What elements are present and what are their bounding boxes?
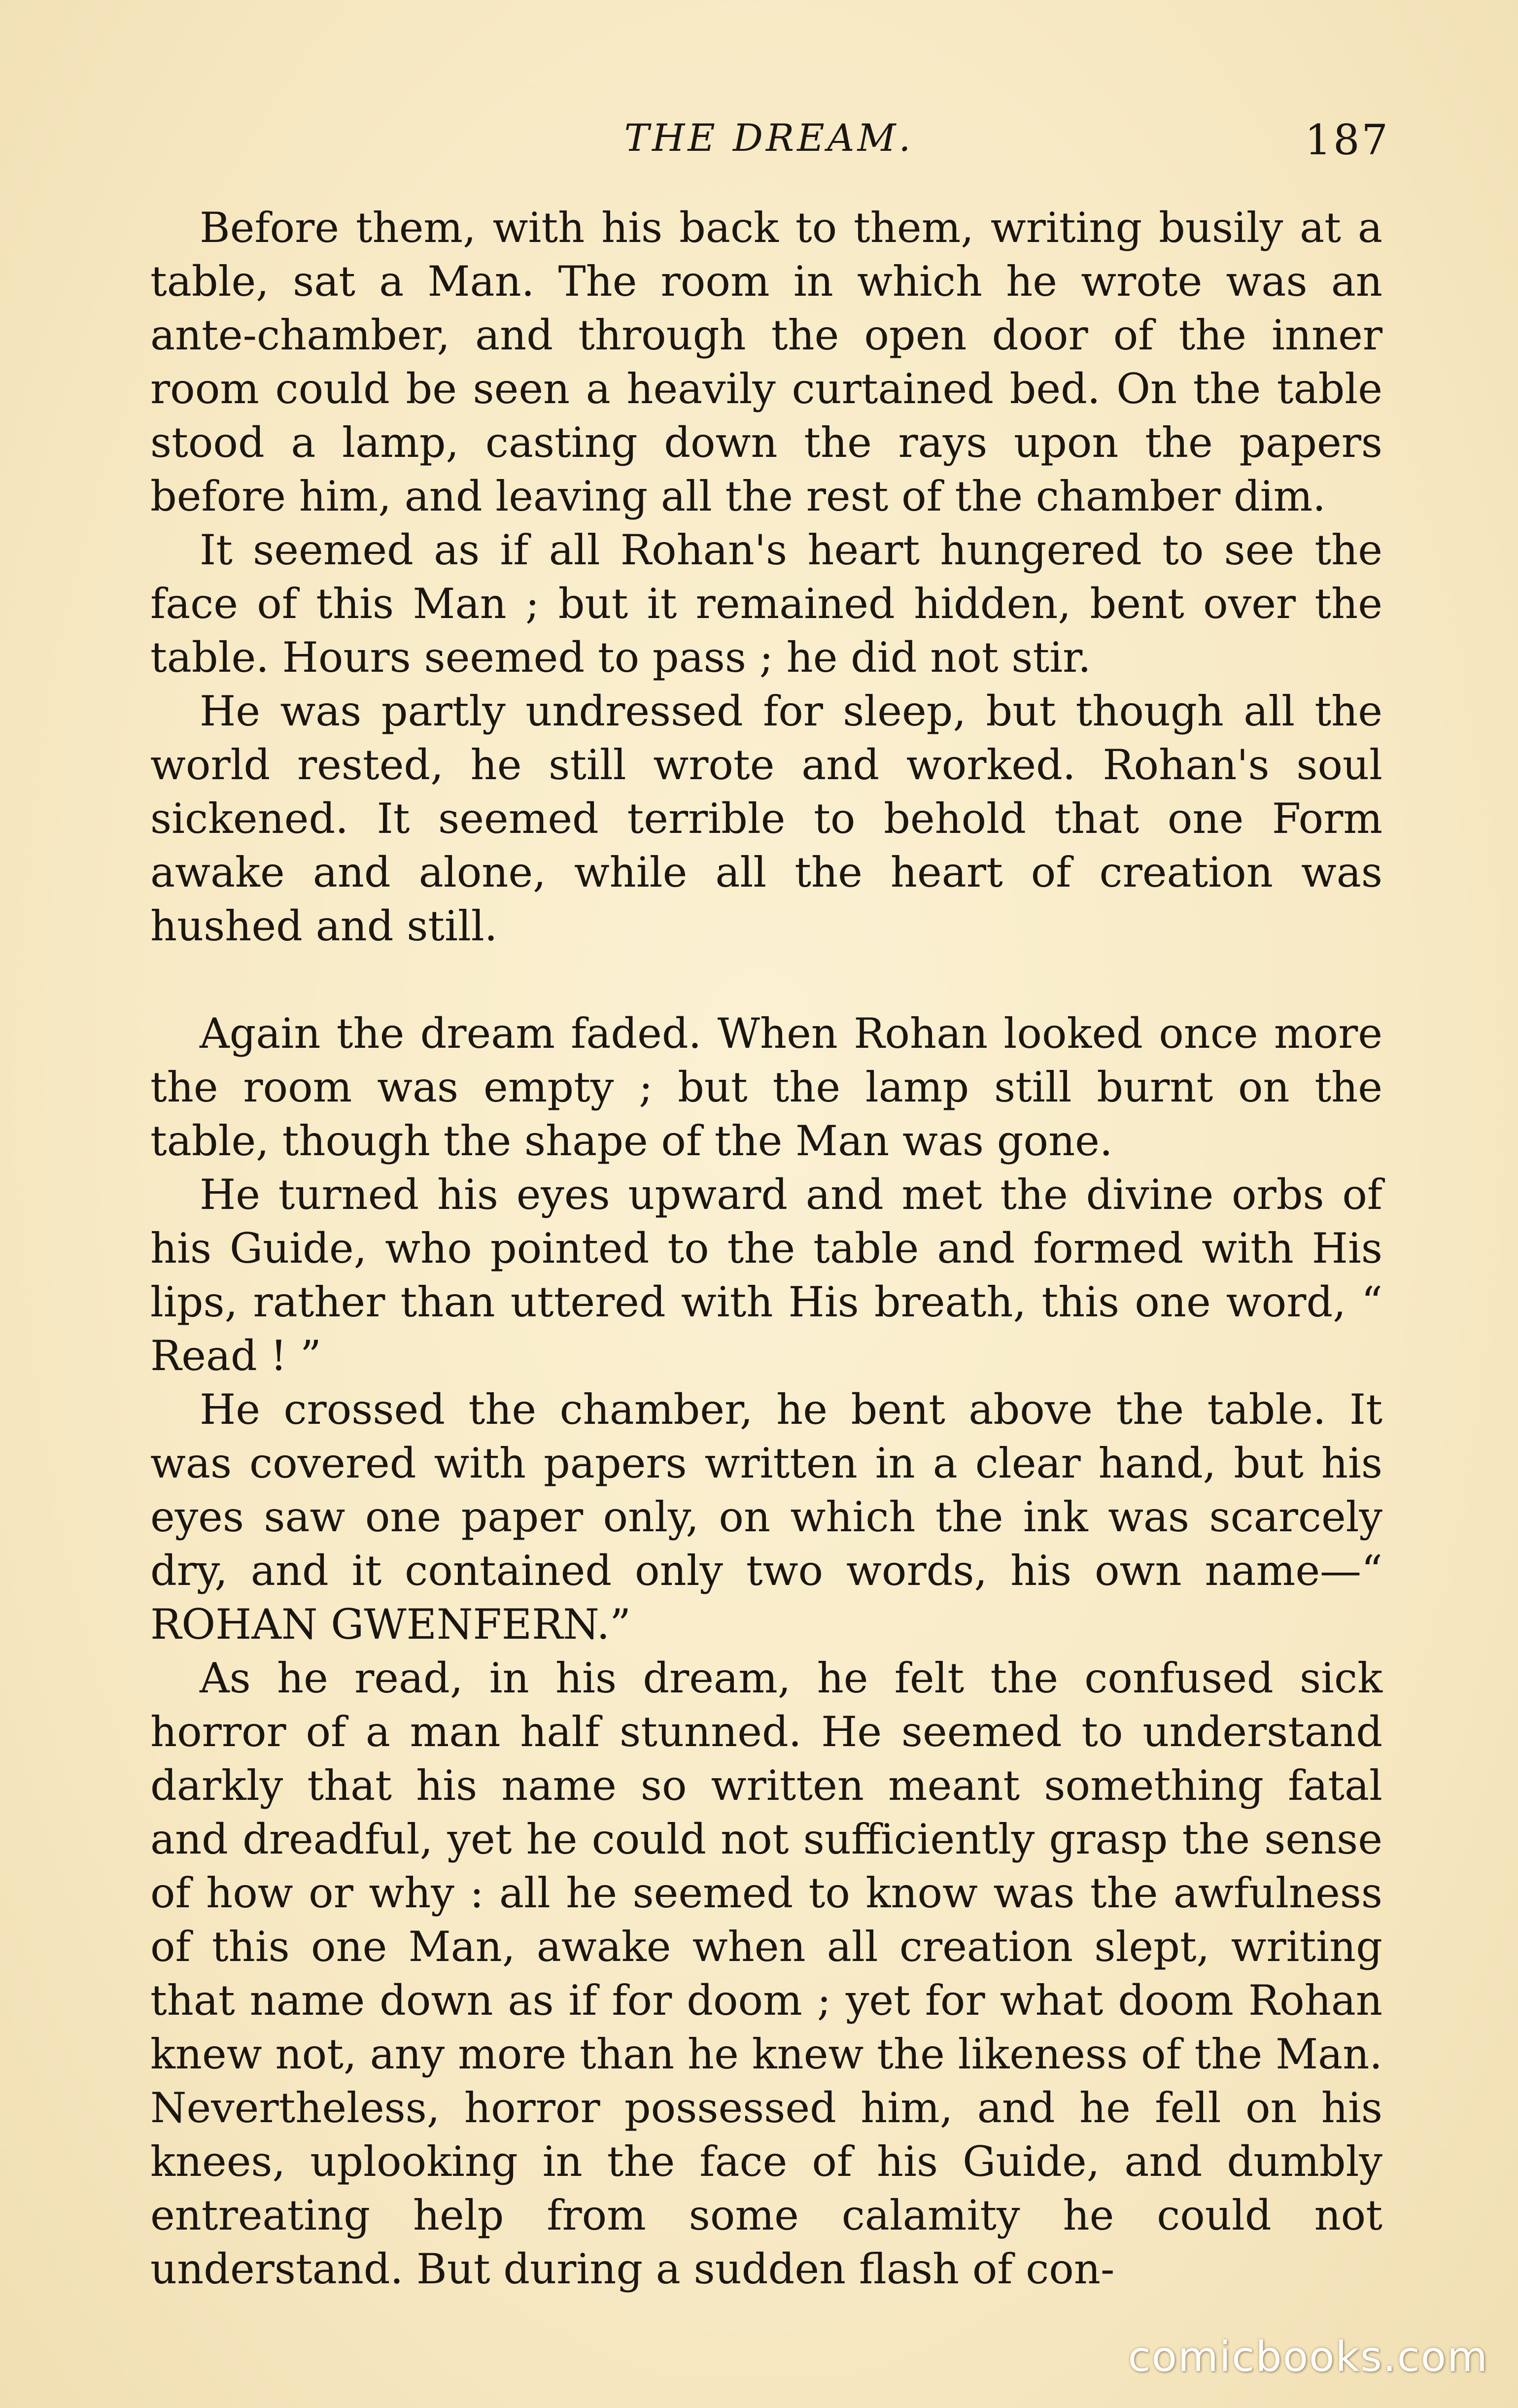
paragraph: Again the dream faded. When Rohan looked once more the room was empty ; but the lamp still burnt on the table, though the shape of the Man was gone. xyxy=(150,1009,1382,1165)
paragraph: As he read, in his dream, he felt the confused sick horror of a man half stunned. He seemed to understand darkly that his name so written meant something fatal and dreadful, yet he could not sufficiently grasp the sense of how or why : all he seemed to know was the awfulness of this one Man, awake when all creation slept, writing that name down as if for doom ; yet for what doom Rohan knew not, any more than he knew the likeness of the Man. Nevertheless, horror possessed him, and he fell on his knees, uplooking in the face of his Guide, and dumbly entreating help from some calamity he could not understand. But during a sudden flash of con- xyxy=(150,1654,1382,2293)
paragraph: He was partly undressed for sleep, but though all the world rested, he still wrote and worked. Rohan's soul sickened. It seemed terrible to behold that one Form awake and alone, while all the heart of creation was hushed and still. xyxy=(150,687,1382,950)
body-text xyxy=(150,201,1382,2296)
running-head xyxy=(148,106,1390,170)
paragraph: He turned his eyes upward and met the divine orbs of his Guide, who pointed to the table and formed with His lips, rather than uttered with His breath, this one word, “ Read ! ” xyxy=(150,1170,1382,1380)
watermark: comicbooks.com xyxy=(1128,2333,1488,2381)
page-number: 187 xyxy=(1305,116,1390,164)
running-title: THE DREAM. xyxy=(624,116,914,160)
paragraph: It seemed as if all Rohan's heart hungered to see the face of this Man ; but it remained hidden, bent over the table. Hours seemed to pass ; he did not stir. xyxy=(150,526,1382,682)
paragraph: He crossed the chamber, he bent above the table. It was covered with papers written in a clear hand, but his eyes saw one paper only, on which the ink was scarcely dry, and it contained only two words, his own name—“ ROHAN GWENFERN.” xyxy=(150,1385,1382,1649)
paragraph: Before them, with his back to them, writing busily at a table, sat a Man. The room in which he wrote was an ante-chamber, and through the open door of the inner room could be seen a heavily curtained bed. On the table stood a lamp, casting down the rays upon the papers before him, and leaving all the rest of the chamber dim. xyxy=(150,204,1382,520)
